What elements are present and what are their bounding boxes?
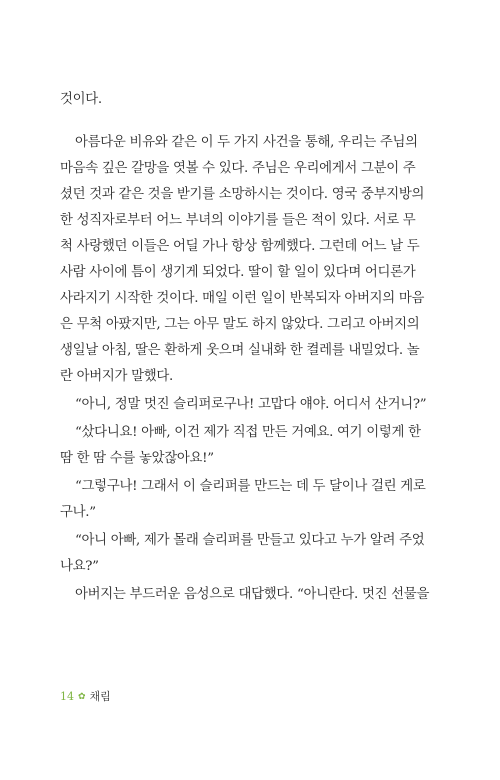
body-line: 아버지는 부드러운 음성으로 대답했다. “아니란다. 멋진 선물을 bbox=[75, 587, 430, 602]
dialogue-line: 땀 한 땀 수를 놓았잖아요!” bbox=[60, 451, 214, 466]
body-line: 생일날 아침, 딸은 환하게 웃으며 실내화 한 켤레를 내밀었다. 놀 bbox=[60, 343, 420, 358]
body-line: 아름다운 비유와 같은 이 두 가지 사건을 통해, 우리는 주님의 bbox=[75, 135, 418, 150]
dialogue-line: “샀다니요! 아빠, 이건 제가 직접 만든 거예요. 여기 이렇게 한 bbox=[75, 425, 421, 440]
body-line: 한 성직자로부터 어느 부녀의 이야기를 들은 적이 있다. 서로 무 bbox=[60, 213, 416, 228]
dialogue-line: “아니 아빠, 제가 몰래 슬리퍼를 만들고 있다고 누가 알려 주었 bbox=[75, 533, 425, 548]
chapter-title: 채림 bbox=[89, 690, 111, 703]
page-footer bbox=[60, 690, 111, 705]
body-line: 은 무척 아팠지만, 그는 아무 말도 하지 않았다. 그리고 아버지의 bbox=[60, 317, 420, 332]
leaf-icon: ✿ bbox=[78, 692, 86, 702]
body-line: 셨던 것과 같은 것을 받기를 소망하시는 것이다. 영국 중부지방의 bbox=[60, 187, 425, 202]
body-line: 사라지기 시작한 것이다. 매일 이런 일이 반복되자 아버지의 마음 bbox=[60, 291, 425, 306]
body-line: 란 아버지가 말했다. bbox=[60, 369, 173, 384]
dialogue-line: 구나.” bbox=[60, 505, 96, 520]
body-line: 마음속 깊은 갈망을 엿볼 수 있다. 주님은 우리에게서 그분이 주 bbox=[60, 161, 416, 176]
body-line: 사람 사이에 틈이 생기게 되었다. 딸이 할 일이 있다며 어디론가 bbox=[60, 265, 416, 280]
body-line: 척 사랑했던 이들은 어딜 가나 항상 함께했다. 그런데 어느 날 두 bbox=[60, 239, 420, 254]
body-line: 것이다. bbox=[60, 92, 102, 107]
dialogue-line: 나요?” bbox=[60, 559, 99, 574]
dialogue-line: “아니, 정말 멋진 슬리퍼로구나! 고맙다 얘야. 어디서 산거니?” bbox=[75, 397, 427, 412]
dialogue-line: “그렇구나! 그래서 이 슬리퍼를 만드는 데 두 달이나 걸린 게로 bbox=[75, 479, 426, 494]
page-number: 14 bbox=[60, 690, 74, 703]
